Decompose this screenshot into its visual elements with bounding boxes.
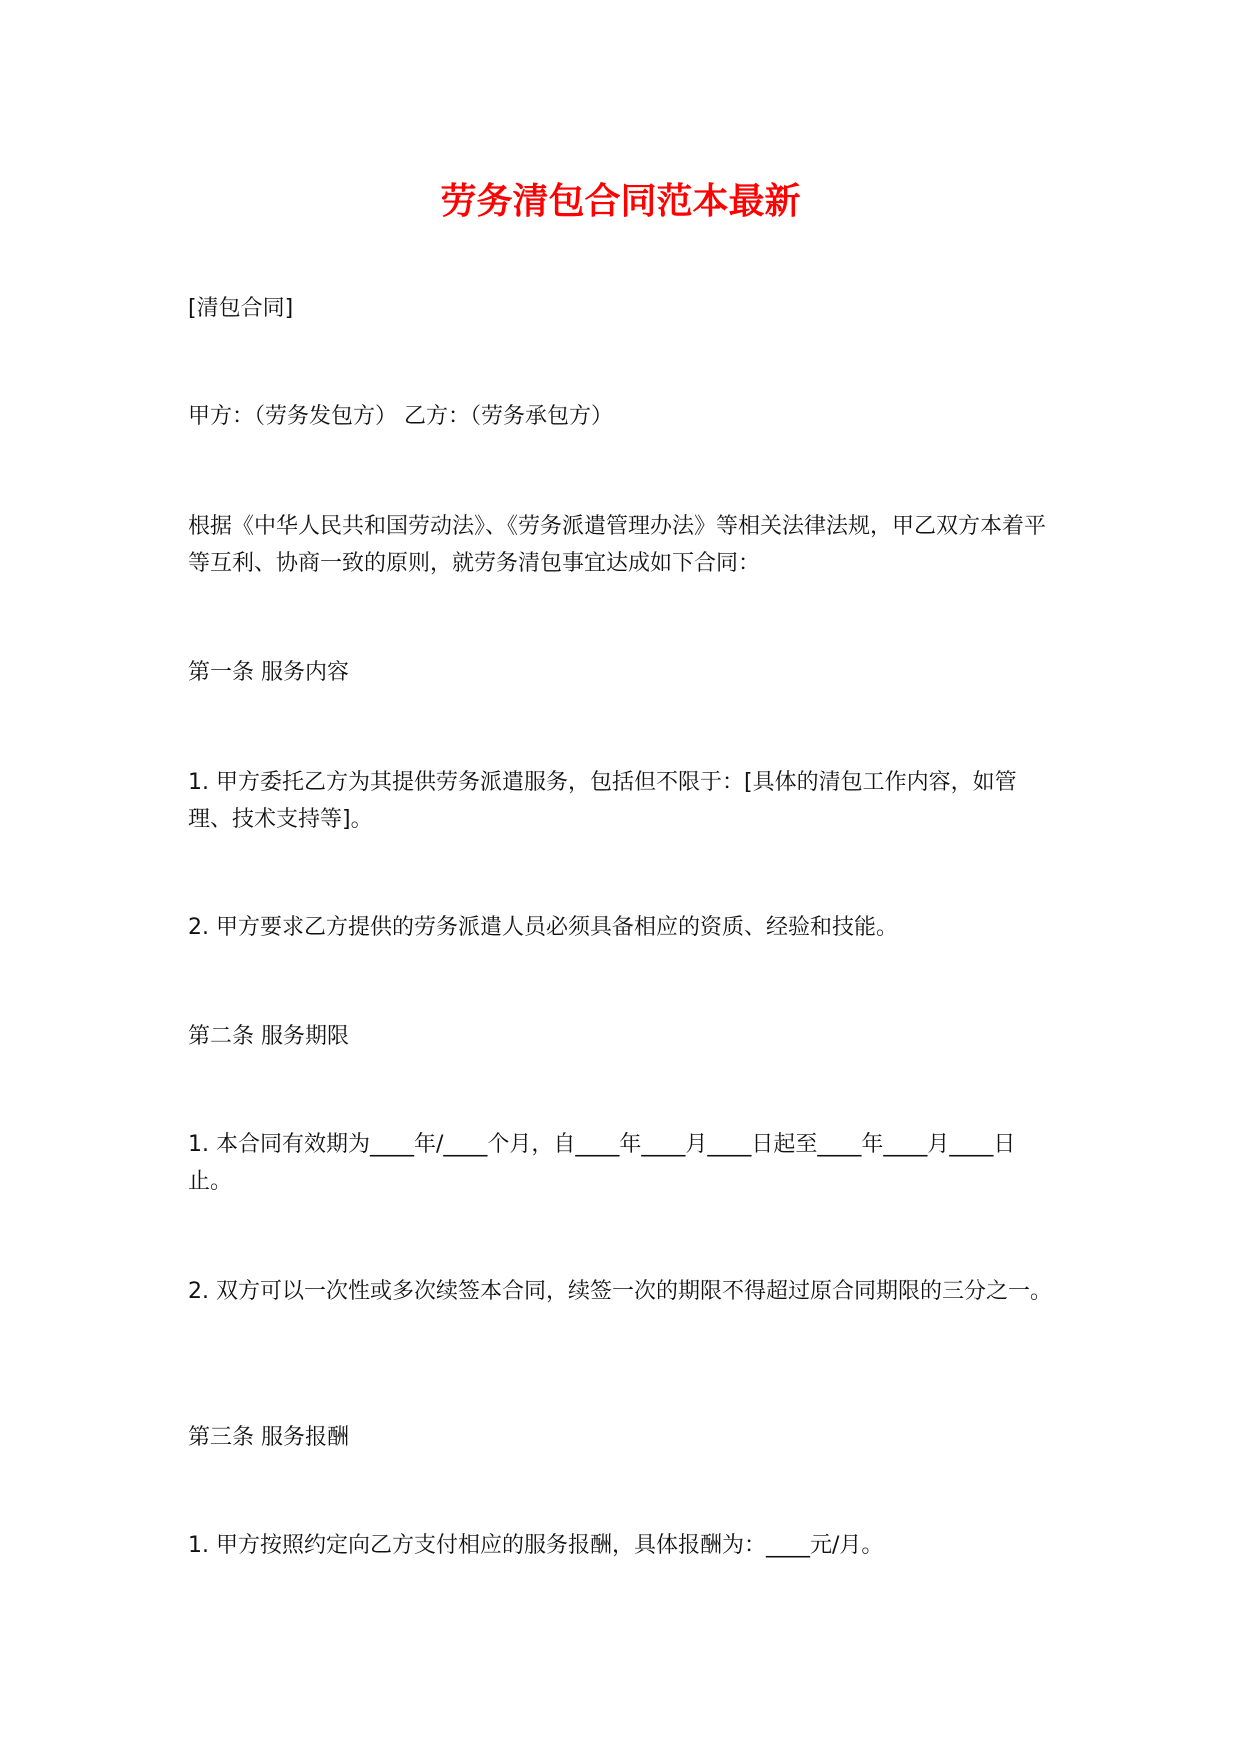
parties-line: 甲方：（劳务发包方） 乙方：（劳务承包方） <box>188 404 613 429</box>
article-3-heading: 第三条 服务报酬 <box>188 1425 349 1450</box>
article-1-clause-1: 1. 甲方委托乙方为其提供劳务派遣服务，包括但不限于：[具体的清包工作内容，如管理、技术支持等]。 <box>188 770 1017 832</box>
article-1-clause-2: 2. 甲方要求乙方提供的劳务派遣人员必须具备相应的资质、经验和技能。 <box>188 915 898 940</box>
article-2-heading: 第二条 服务期限 <box>188 1024 349 1049</box>
article-2-clause-1: 1. 本合同有效期为____年/____个月，自____年____月____日起至____年____月____日止。 <box>188 1132 1016 1194</box>
article-2-clause-2: 2. 双方可以一次性或多次续签本合同，续签一次的期限不得超过原合同期限的三分之一。 <box>188 1279 1052 1304</box>
preamble-paragraph: 根据《中华人民共和国劳动法》、《劳务派遣管理办法》等相关法律法规，甲乙双方本着平等互利、协商一致的原则，就劳务清包事宜达成如下合同： <box>188 514 1047 576</box>
document-title: 劳务清包合同范本最新 <box>440 181 801 222</box>
article-3-clause-1: 1. 甲方按照约定向乙方支付相应的服务报酬，具体报酬为：____元/月。 <box>188 1533 884 1558</box>
article-1-heading: 第一条 服务内容 <box>188 660 349 685</box>
contract-type-label: [清包合同] <box>188 296 294 321</box>
